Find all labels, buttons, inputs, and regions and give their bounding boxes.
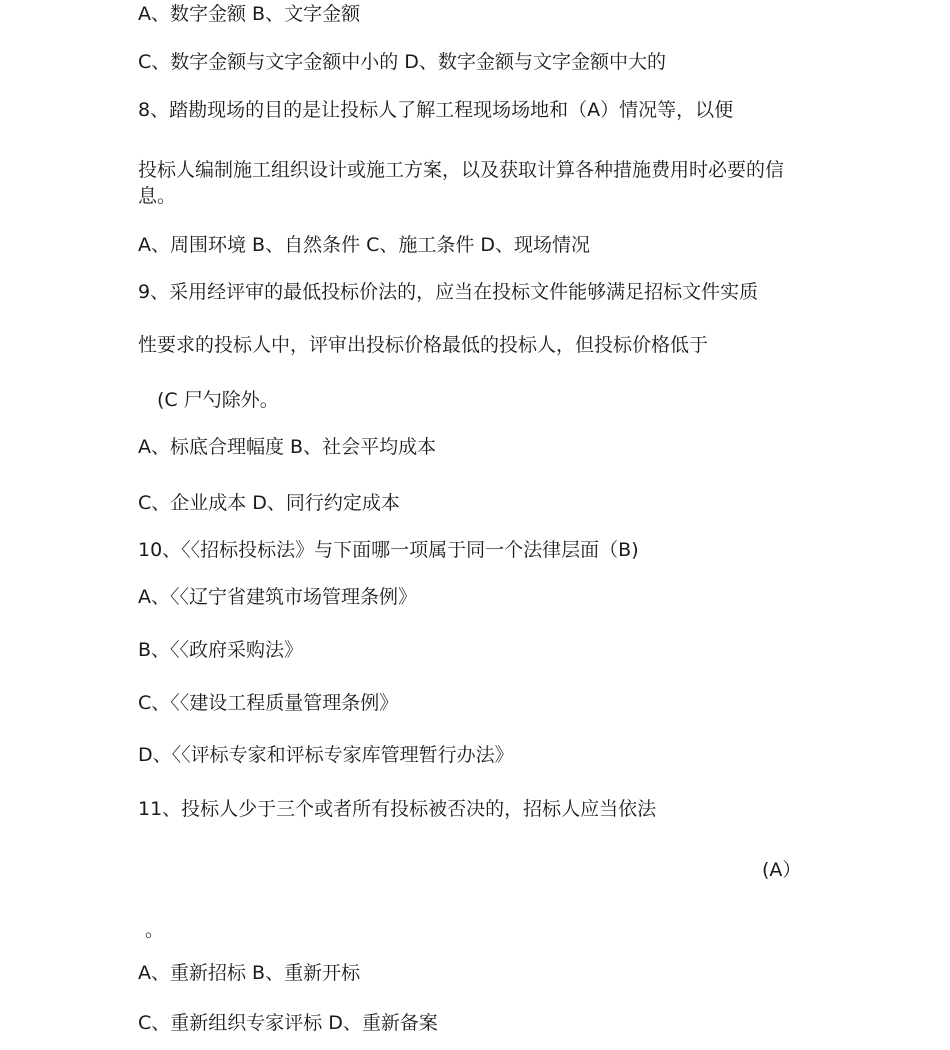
q9-question-line2: 性要求的投标人中，评审出投标价格最低的投标人，但投标价格低于 xyxy=(138,334,709,356)
q11-answer: (A） xyxy=(762,859,802,881)
q9-options-cd: C、企业成本 D、同行约定成本 xyxy=(138,492,400,514)
q7-options-cd: C、数字金额与文字金额中小的 D、数字金额与文字金额中大的 xyxy=(138,51,666,73)
q7-options-ab: A、数字金额 B、文字金额 xyxy=(138,3,361,25)
q10-question: 10、〈〈招标投标法》与下面哪一项属于同一个法律层面（B) xyxy=(138,539,639,561)
q9-question-line3: (C 尸勺除外。 xyxy=(157,389,279,411)
q9-options-ab: A、标底合理幅度 B、社会平均成本 xyxy=(138,436,437,458)
q11-options-ab: A、重新招标 B、重新开标 xyxy=(138,962,361,984)
q10-option-c: C、〈〈建设工程质量管理条例》 xyxy=(138,692,399,714)
q11-options-cd: C、重新组织专家评标 D、重新备案 xyxy=(138,1012,438,1034)
q8-question-line2: 投标人编制施工组织设计或施工方案，以及获取计算各种措施费用时必要的信息。 xyxy=(138,159,785,207)
q10-option-a: A、〈〈辽宁省建筑市场管理条例》 xyxy=(138,586,417,608)
q11-question: 11、投标人少于三个或者所有投标被否决的，招标人应当依法 xyxy=(138,798,657,820)
q10-option-d: D、〈〈评标专家和评标专家库管理暂行办法》 xyxy=(138,744,514,766)
q9-question-line1: 9、采用经评审的最低投标价法的，应当在投标文件能够满足招标文件实质 xyxy=(138,281,759,303)
q8-options: A、周围环境 B、自然条件 C、施工条件 D、现场情况 xyxy=(138,234,591,256)
q11-period: 。 xyxy=(145,919,165,941)
q8-question-line1: 8、踏勘现场的目的是让投标人了解工程现场场地和（A）情况等，以便 xyxy=(138,99,734,121)
q10-option-b: B、〈〈政府采购法》 xyxy=(138,639,304,661)
